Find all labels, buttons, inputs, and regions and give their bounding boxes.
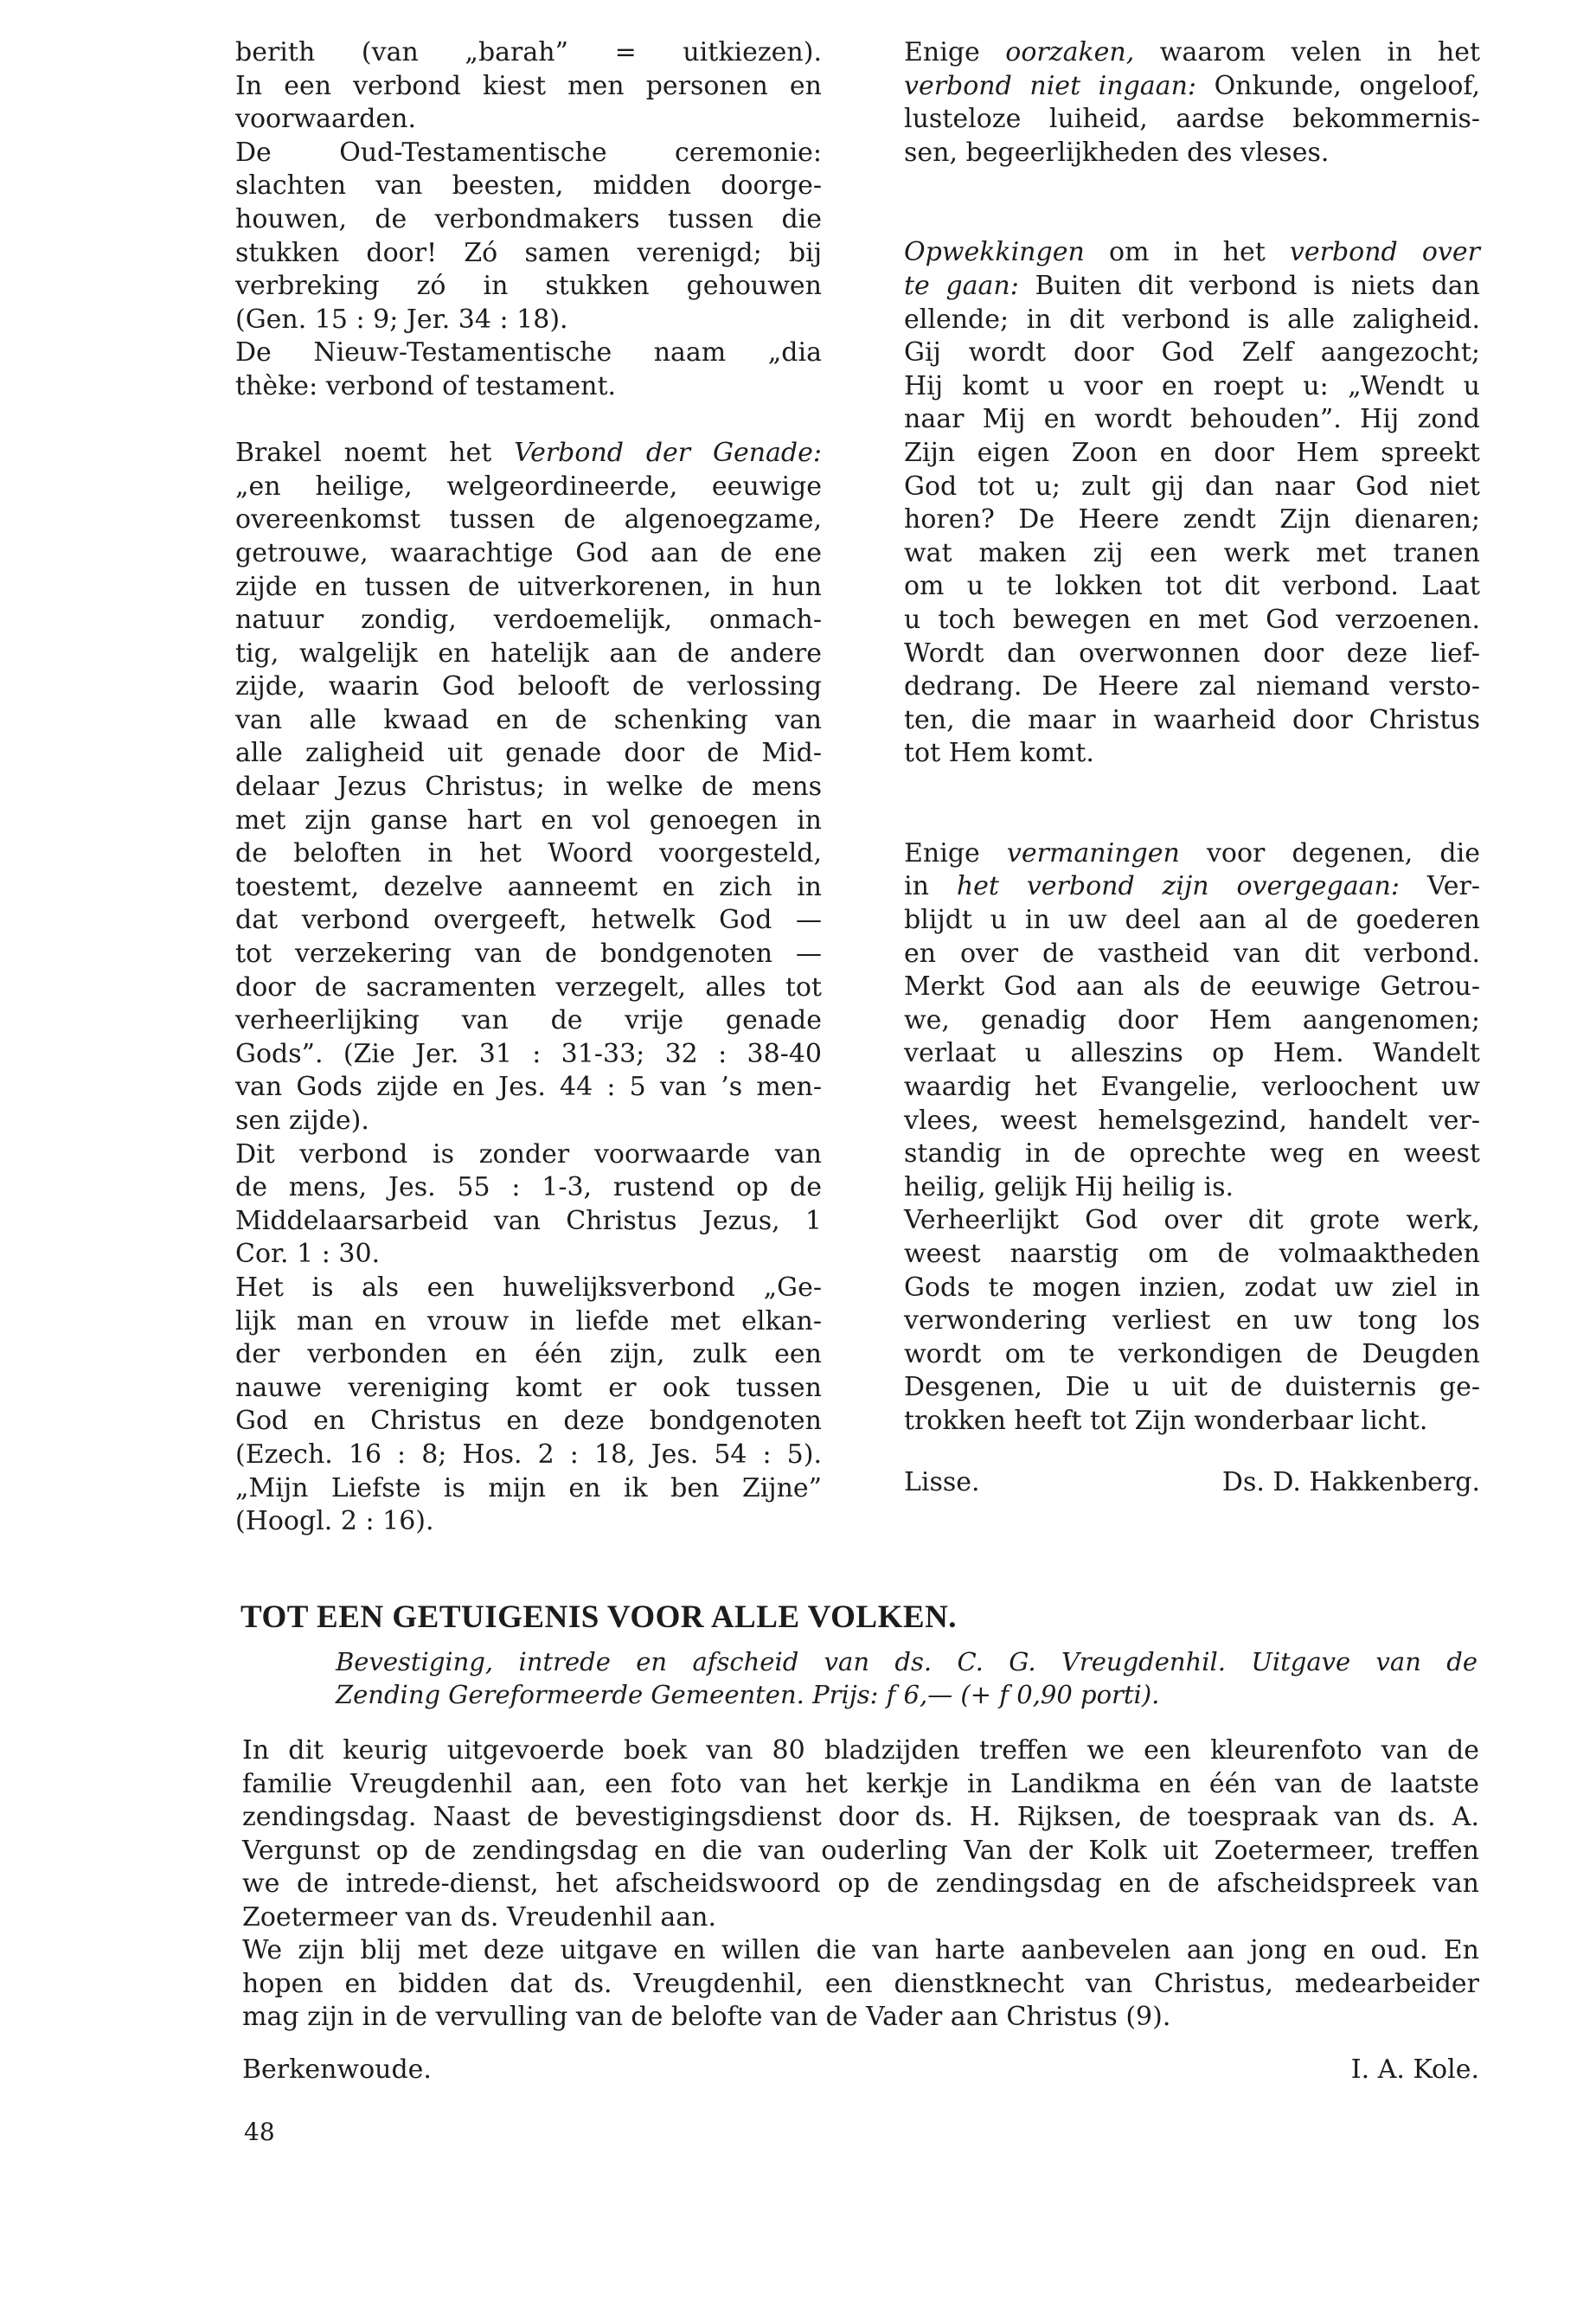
text-line: thèke: verbond of testament. <box>235 370 617 401</box>
signature-place: Berkenwoude. <box>242 2054 432 2085</box>
text-line: tot verzekering van de bondgenoten — <box>235 939 822 970</box>
text-line: sen zijde). <box>235 1106 369 1136</box>
text-fragment: in <box>904 871 929 902</box>
text-line: vlees, weest hemelsgezind, handelt ver- <box>904 1105 1480 1136</box>
text-line: verheerlijking van de vrije genade <box>235 1005 822 1036</box>
text-line: van alle kwaad en de schenking van <box>235 704 822 735</box>
text-line: mag zijn in de vervulling van de belofte van de Vader aan Christus (9). <box>242 2002 1171 2032</box>
text-line: God tot u; zult gij dan naar God niet <box>904 471 1480 502</box>
text-line: verbreking zó in stukken gehouwen <box>235 271 822 302</box>
signature-author: I. A. Kole. <box>1350 2054 1479 2085</box>
text-line: overeenkomst tussen de algenoegzame, <box>235 504 822 535</box>
page-number: 48 <box>244 2118 275 2146</box>
text-line: we, genadig door Hem aangenomen; <box>904 1004 1480 1035</box>
text-line: Zijn eigen Zoon en door Hem spreekt <box>904 437 1480 468</box>
review-title: TOT EEN GETUIGENIS VOOR ALLE VOLKEN. <box>240 1599 958 1635</box>
signature-place: Lisse. <box>904 1466 980 1497</box>
text-line: (Ezech. 16 : 8; Hos. 2 : 18, Jes. 54 : 5). <box>235 1439 822 1470</box>
text-line: (Gen. 15 : 9; Jer. 34 : 18). <box>235 304 568 335</box>
text-line: lusteloze luiheid, aardse bekommernis- <box>904 104 1480 135</box>
text-line: waardig het Evangelie, verloochent uw <box>904 1072 1480 1103</box>
text-line: „en heilige, welgeordineerde, eeuwige <box>235 471 822 502</box>
text-line: voorwaarden. <box>235 104 417 135</box>
text-line: natuur zondig, verdoemelijk, onmach- <box>235 605 822 636</box>
text-fragment: Buiten dit verbond is niets dan <box>1035 270 1480 301</box>
text-fragment: voor degenen, die <box>1206 837 1480 868</box>
text-line: door de sacramenten verzegelt, alles tot <box>235 971 822 1003</box>
text-fragment: om in het <box>1108 237 1266 268</box>
text-line: van Gods zijde en Jes. 44 : 5 van ’s men- <box>235 1072 822 1103</box>
text-line: we de intrede-dienst, het afscheidswoord op de zendingsdag en de afscheidspreek van <box>242 1868 1479 1899</box>
text-line: naar Mij en wordt behouden”. Hij zond <box>904 404 1480 435</box>
emphasis: het verbond zijn overgegaan: <box>956 871 1400 902</box>
text-line: Gij wordt door God Zelf aangezocht; <box>904 337 1480 369</box>
text-fragment: Onkunde, ongeloof, <box>1214 70 1480 101</box>
text-line <box>904 870 1480 904</box>
text-line: getrouwe, waarachtige God aan de ene <box>235 537 822 568</box>
text-line: ellende; in dit verbond is alle zaligheid. <box>904 304 1480 335</box>
text-fragment: Brakel noemt het <box>235 438 492 469</box>
text-line: familie Vreugdenhil aan, een foto van het kerkje in Landikma en één van de laatste <box>242 1768 1479 1799</box>
text-line: Het is als een huwelijksverbond „Ge- <box>235 1272 822 1303</box>
emphasis: Opwekkingen <box>904 237 1085 268</box>
text-line: God en Christus en deze bondgenoten <box>235 1406 822 1437</box>
review-body <box>242 1734 1479 2035</box>
text-line: u toch bewegen en met God verzoenen. <box>904 604 1480 635</box>
text-line: tot Hem komt. <box>904 738 1094 769</box>
text-line: Verheerlijkt God over dit grote werk, <box>904 1205 1480 1236</box>
emphasis: verbond niet ingaan: <box>904 70 1196 101</box>
text-line: de beloften in het Woord voorgesteld, <box>235 838 822 869</box>
text-line: Wordt dan overwonnen door deze lief- <box>904 638 1480 669</box>
text-line: In een verbond kiest men personen en <box>235 70 822 101</box>
emphasis: te gaan: <box>904 270 1019 301</box>
text-line: nauwe vereniging komt er ook tussen <box>235 1372 822 1403</box>
text-line: Dit verbond is zonder voorwaarde van <box>235 1138 822 1170</box>
text-line <box>904 70 1480 104</box>
text-line <box>904 36 1480 70</box>
text-line: wordt om te verkondigen de Deugden <box>904 1338 1480 1369</box>
text-fragment: waarom velen in het <box>1159 37 1480 67</box>
text-line: dat verbond overgeeft, hetwelk God — <box>235 905 822 936</box>
text-line: zijde en tussen de uitverkorenen, in hun <box>235 571 822 602</box>
text-line: Hij komt u voor en roept u: „Wendt u <box>904 370 1480 401</box>
text-line: lijk man en vrouw in liefde met elkan- <box>235 1305 822 1336</box>
text-line: Desgenen, Die u uit de duisternis ge- <box>904 1372 1480 1403</box>
text-line: met zijn ganse hart en vol genoegen in <box>235 804 822 836</box>
text-line: Zoetermeer van ds. Vreudenhil aan. <box>242 1901 717 1932</box>
review-subtitle <box>336 1645 1477 1711</box>
text-line: dedrang. De Heere zal niemand versto- <box>904 671 1480 702</box>
text-line: toestemt, dezelve aanneemt en zich in <box>235 871 822 902</box>
text-line: „Mijn Liefste is mijn en ik ben Zijne” <box>235 1472 822 1503</box>
text-line: berith (van „barah” = uitkiezen). <box>235 37 822 67</box>
text-line <box>904 837 1480 871</box>
text-line: De Oud-Testamentische ceremonie: <box>235 137 822 168</box>
text-fragment: Ver- <box>1426 871 1480 902</box>
text-line: stukken door! Zó samen verenigd; bij <box>235 237 822 268</box>
signature <box>904 1466 1480 1500</box>
text-fragment: Enige <box>904 837 980 868</box>
text-line: tig, walgelijk en hatelijk aan de andere <box>235 638 822 669</box>
text-line: hopen en bidden dat ds. Vreugdenhil, een dienstknecht van Christus, medearbeider <box>242 1968 1479 1999</box>
text-line: In dit keurig uitgevoerde boek van 80 bladzijden treffen we een kleurenfoto van de <box>242 1735 1479 1766</box>
book-title: Verbond der Genade: <box>514 438 822 469</box>
text-line: weest naarstig om de volmaaktheden <box>904 1239 1480 1269</box>
text-line: der verbonden en één zijn, zulk een <box>235 1339 822 1370</box>
text-line: Vergunst op de zendingsdag en die van ouderling Van der Kolk uit Zoetermeer, treffen <box>242 1835 1479 1866</box>
text-line: Zending Gereformeerde Gemeenten. Prijs: f 6,— (+ f 0,90 porti). <box>336 1680 1160 1709</box>
text-line: de mens, Jes. 55 : 1-3, rustend op de <box>235 1172 822 1203</box>
right-column <box>904 36 1480 1499</box>
text-line: Gods te mogen inzien, zodat uw ziel in <box>904 1272 1480 1303</box>
text-line: Bevestiging, intrede en afscheid van ds. C. G. Vreugdenhil. Uitgave van de <box>336 1647 1477 1676</box>
text-line: en over de vastheid van dit verbond. <box>904 938 1480 969</box>
text-line: horen? De Heere zendt Zijn dienaren; <box>904 504 1480 535</box>
emphasis: vermaningen <box>1006 837 1180 868</box>
text-line: heilig, gelijk Hij heilig is. <box>904 1171 1234 1202</box>
text-line: We zijn blij met deze uitgave en willen die van harte aanbevelen aan jong en oud. En <box>242 1935 1479 1965</box>
text-line: standig in de oprechte weg en weest <box>904 1138 1480 1170</box>
text-line: Middelaarsarbeid van Christus Jezus, 1 <box>235 1205 822 1236</box>
text-line: wat maken zij een werk met tranen <box>904 537 1480 568</box>
text-line: trokken heeft tot Zijn wonderbaar licht. <box>904 1405 1428 1436</box>
text-line: ten, die maar in waarheid door Christus <box>904 704 1480 735</box>
left-column <box>235 36 822 1539</box>
text-line: Cor. 1 : 30. <box>235 1239 381 1270</box>
review-signature <box>242 2054 1479 2085</box>
emphasis: verbond over <box>1289 237 1480 268</box>
text-line: Gods”. (Zie Jer. 31 : 31-33; 32 : 38-40 <box>235 1038 822 1069</box>
text-line: sen, begeerlijkheden des vleses. <box>904 137 1330 168</box>
text-line: verlaat u alleszins op Hem. Wandelt <box>904 1038 1480 1069</box>
signature-author: Ds. D. Hakkenberg. <box>1221 1466 1480 1497</box>
text-line: zijde, waarin God belooft de verlossing <box>235 671 822 702</box>
text-line: alle zaligheid uit genade door de Mid- <box>235 738 822 769</box>
text-line: delaar Jezus Christus; in welke de mens <box>235 772 822 803</box>
text-line: blijdt u in uw deel aan al de goederen <box>904 905 1480 936</box>
text-line <box>904 236 1480 270</box>
text-line: verwondering verliest en uw tong los <box>904 1305 1480 1336</box>
text-line <box>904 270 1480 304</box>
text-line: slachten van beesten, midden doorge- <box>235 170 822 202</box>
text-line: (Hoogl. 2 : 16). <box>235 1506 434 1537</box>
text-line: zendingsdag. Naast de bevestigingsdienst door ds. H. Rijksen, de toespraak van ds. A. <box>242 1802 1479 1832</box>
emphasis: oorzaken, <box>1005 37 1135 67</box>
text-line: Merkt God aan als de eeuwige Getrou- <box>904 971 1480 1003</box>
text-line: De Nieuw-Testamentische naam „dia <box>235 337 822 369</box>
text-line: om u te lokken tot dit verbond. Laat <box>904 571 1480 602</box>
text-line <box>235 437 822 471</box>
text-line: houwen, de verbondmakers tussen die <box>235 203 822 234</box>
text-fragment: Enige <box>904 37 980 67</box>
